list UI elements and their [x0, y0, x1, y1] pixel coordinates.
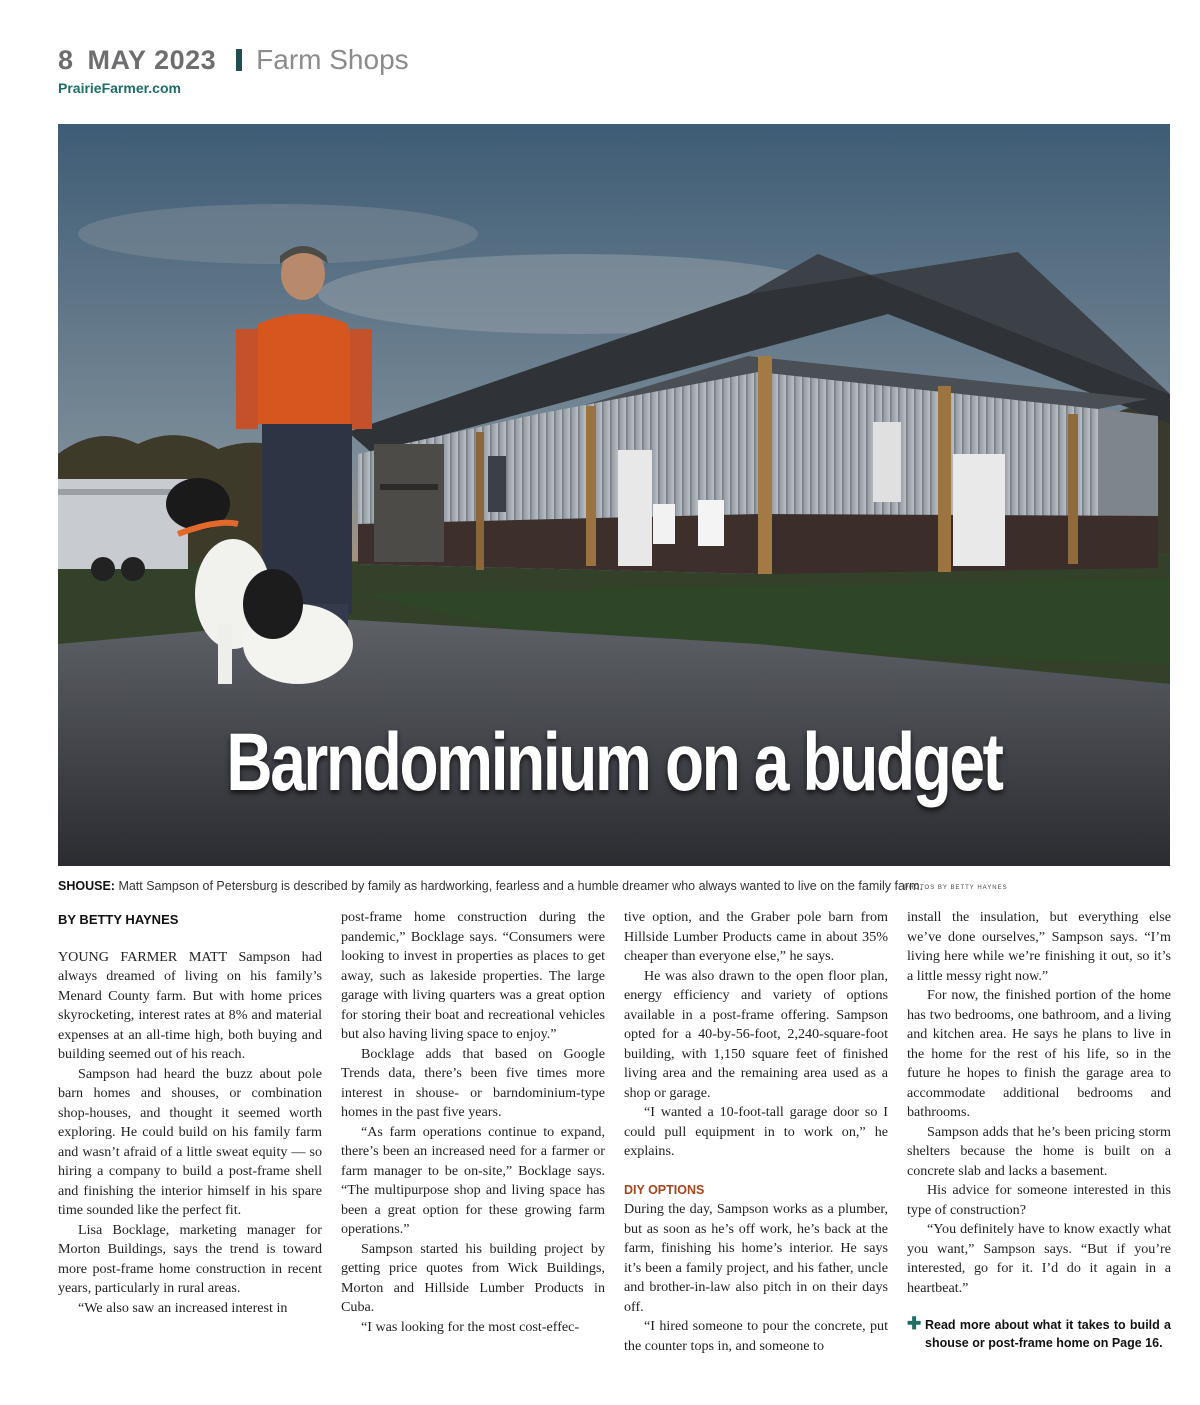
article-column-1 — [58, 908, 322, 1318]
paragraph: His advice for someone interested in this type of construction? — [907, 1182, 1171, 1218]
paragraph: “We also saw an increased interest in — [78, 1299, 288, 1316]
paragraph: Sampson started his building project by getting price quotes from Wick Buildings, Morton and Hillside Lumber Products in Cuba. — [341, 1240, 605, 1315]
paragraph: “I was looking for the most cost-effec- — [361, 1318, 580, 1335]
paragraph: During the day, Sampson works as a plumber, but as soon as he’s off work, he’s back at the farm, finishing his home’s interior. He says it’s been a family project, and his father, uncle and brother-in-law also pitch in on their days off. — [624, 1201, 888, 1315]
paragraph: For now, the finished portion of the home has two bedrooms, one bathroom, and a living and kitchen area. He says he plans to live in the home for the rest of his life, so in the future he hopes to finish the garage area to accommodate additional bedrooms and bathrooms. — [907, 987, 1171, 1120]
paragraph: post-frame home construction during the pandemic,” Bocklage says. “Consumers were looking to invest in properties as places to get away, such as lakeside properties. The large garage with living quarters was a great option for storing their boat and recreational vehicles but also having living space to enjoy.” — [341, 909, 605, 1042]
byline: BY BETTY HAYNES — [58, 912, 179, 927]
paragraph: “I wanted a 10-foot-tall garage door so I could pull equipment in to work on,” he explains. — [624, 1104, 888, 1159]
paragraph: Sampson had heard the buzz about pole barn homes and shouses, or combination shop-houses, and thought it seemed worth exploring. He could build on his family farm and wasn’t afraid of a little sweat equity — so hiring a company to build a post-frame shell and finishing the interior himself in his spare time sounded like the perfect fit. — [58, 1065, 322, 1218]
paragraph: “You definitely have to know exactly what you want,” Sampson says. “But if you’re interested, go for it. I’d do it again in a heartbeat.” — [907, 1221, 1171, 1296]
caption-label: SHOUSE: — [58, 879, 115, 893]
photo-caption — [58, 879, 923, 893]
caption-text: Matt Sampson of Petersburg is described by family as hardworking, fearless and a humble dreamer who always wanted to live on the family farm. — [118, 879, 923, 893]
section-name: Farm Shops — [256, 44, 409, 75]
issue-date: MAY 2023 — [87, 44, 217, 75]
folio-line — [58, 44, 409, 76]
hero-photo — [58, 124, 1170, 866]
plus-icon: ✚ — [907, 1314, 922, 1333]
paragraph: Sampson adds that he’s been pricing storm shelters because the home is built on a concrete slab and lacks a basement. — [907, 1123, 1171, 1179]
paragraph: tive option, and the Graber pole barn from Hillside Lumber Products came in about 35% cheaper than everyone else,” he says. — [624, 909, 888, 964]
paragraph: “As farm operations continue to expand, there’s been an increased need for a farmer or farm manager to be on-site,” Bocklage says. “The multipurpose shop and living space has been a great option for these growing farm operations.” — [341, 1123, 605, 1237]
paragraph: install the insulation, but everything else we’ve done ourselves,” Sampson says. “I’m living here while we’re finishing it out, so it’s a little messy right now.” — [907, 909, 1171, 984]
article-headline: Barndominium on a budget — [226, 717, 1002, 808]
paragraph: Bocklage adds that based on Google Trends data, there’s been five times more interest in shouse- or barndominium-type homes in the past five years. — [341, 1045, 605, 1120]
read-more-text: Read more about what it takes to build a shouse or post-frame home on Page 16. — [925, 1318, 1171, 1350]
photo-credit: PHOTOS BY BETTY HAYNES — [904, 885, 1008, 891]
page-header — [58, 44, 409, 96]
article-column-4 — [907, 908, 1171, 1352]
article-column-2 — [341, 908, 605, 1337]
site-link[interactable]: PrairieFarmer.com — [58, 80, 181, 96]
paragraph: “I hired someone to pour the concrete, put the counter tops in, and someone to — [624, 1318, 888, 1354]
read-more-link[interactable] — [907, 1316, 1171, 1352]
folio-divider — [236, 49, 242, 71]
page-number: 8 — [58, 44, 74, 75]
paragraph: Lisa Bocklage, marketing manager for Morton Buildings, says the trend is toward more post-frame home construction in recent years, particularly in rural areas. — [58, 1221, 322, 1296]
paragraph: YOUNG FARMER MATT Sampson had always dreamed of living on his family’s Menard County farm. But with home prices skyrocketing, interest rates at 8% and material expenses at an all-time high, both buying and building seemed out of his reach. — [58, 948, 322, 1062]
subhead: DIY OPTIONS — [624, 1182, 705, 1197]
paragraph: He was also drawn to the open floor plan, energy efficiency and variety of options available in a post-frame offering. Sampson opted for a 40-by-56-foot, 2,240-square-foot building, with 1,150 square feet of finished living area and the remaining area used as a shop or garage. — [624, 967, 888, 1101]
article-column-3 — [624, 908, 888, 1356]
